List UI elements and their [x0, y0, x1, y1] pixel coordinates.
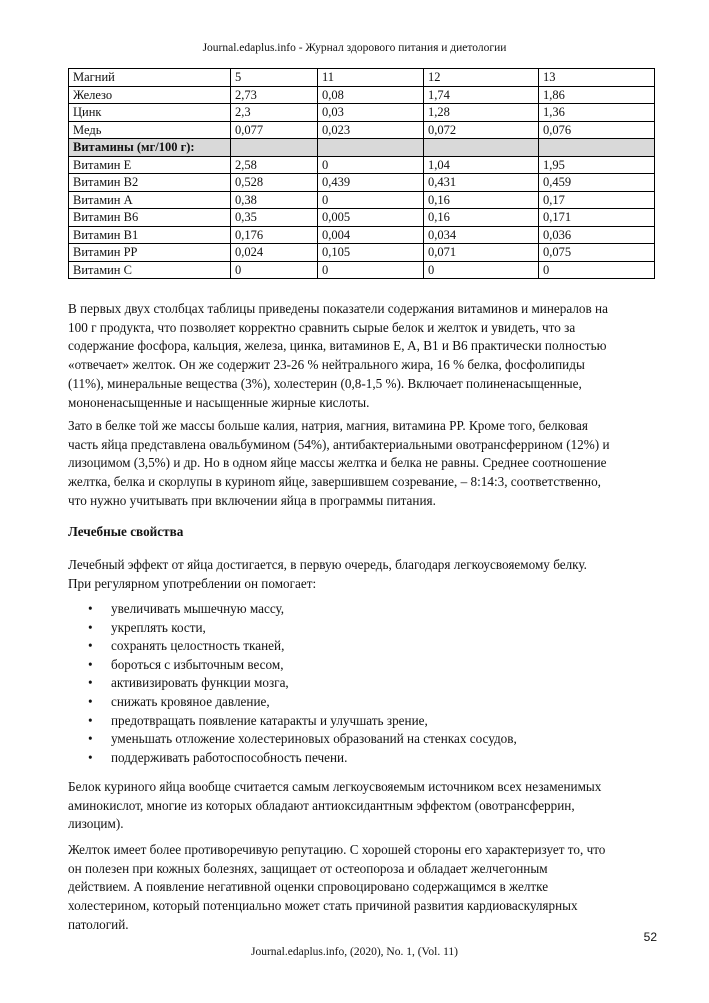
text-line: часть яйца представлена овальбумином (54%), антибактериальными овотрансферрином (12%) и [68, 436, 610, 452]
table-row-label: Витамин B1 [69, 226, 231, 244]
table-cell: 0,528 [231, 174, 318, 192]
table-row-label: Витамин E [69, 156, 231, 174]
bullet-icon: • [88, 675, 93, 691]
table-row-label: Витамин B6 [69, 209, 231, 227]
paragraph-healing-intro [68, 556, 658, 593]
bullet-icon: • [88, 619, 93, 635]
list-item-text: поддерживать работоспособность печени. [111, 749, 348, 765]
table-row-label: Магний [69, 69, 231, 87]
table-cell [539, 139, 655, 157]
table-cell: 2,58 [231, 156, 318, 174]
table-cell: 0,176 [231, 226, 318, 244]
table-row [69, 191, 655, 209]
table-row [69, 156, 655, 174]
table-row-label: Витамин A [69, 191, 231, 209]
text-line: При регулярном употреблении он помогает: [68, 575, 317, 591]
bullet-icon: • [88, 712, 93, 728]
table-cell: 0,105 [318, 244, 424, 262]
text-line: Белок куриного яйца вообще считается самым легкоусвояемым источником всех незаменимых [68, 779, 602, 794]
table-cell: 0 [539, 261, 655, 279]
table-cell: 0,439 [318, 174, 424, 192]
text-line: (11%), минеральные вещества (3%), холестерин (0,8-1,5 %). Включает полиненасыщенные, [68, 375, 582, 391]
list-item [68, 600, 517, 619]
text-line: мононенасыщенные и насыщенные жирные кислоты. [68, 394, 370, 410]
list-item [68, 619, 517, 638]
table-row [69, 121, 655, 139]
list-item [68, 693, 517, 712]
table-cell [231, 139, 318, 157]
table-cell: 5 [231, 69, 318, 87]
table-section-row [69, 139, 655, 157]
list-item-text: уменьшать отложение холестериновых образований на стенках сосудов, [111, 731, 517, 747]
table-row [69, 209, 655, 227]
table-row [69, 86, 655, 104]
list-item-text: увеличивать мышечную массу, [111, 601, 285, 616]
list-item [68, 730, 517, 749]
table-cell: 0 [318, 156, 424, 174]
table-cell: 11 [318, 69, 424, 87]
table-cell: 0,023 [318, 121, 424, 139]
nutrient-table [68, 68, 655, 279]
table-row [69, 244, 655, 262]
text-line: Зато в белке той же массы больше калия, натрия, магния, витамина PP. Кроме того, белковая [68, 418, 588, 433]
bullet-icon: • [88, 731, 93, 747]
table-row-label: Витамин C [69, 261, 231, 279]
text-line: лизоцимом (3,5%) и др. Но в одном яйце массы желтка и белка не равны. Среднее соотношение [68, 455, 607, 471]
list-item-text: предотвращать появление катаракты и улучшать зрение, [111, 712, 428, 728]
table-row-label: Медь [69, 121, 231, 139]
list-item [68, 712, 517, 731]
table-cell: 0,431 [424, 174, 539, 192]
table-cell: 1,04 [424, 156, 539, 174]
text-line: желтка, белка и скорлупы в куриноm яйце, завершившем созревание, – 8:14:3, соответственно, [68, 474, 601, 490]
text-line: что нужно учитывать при включении яйца в программы питания. [68, 492, 436, 508]
table-cell: 0,034 [424, 226, 539, 244]
text-line: Желток имеет более противоречивую репутацию. С хорошей стороны его характеризует то, что [68, 842, 606, 857]
table-cell: 0,075 [539, 244, 655, 262]
text-line: холестерином, который потенциально может стать причиной развития кардиоваскулярных [68, 898, 578, 914]
table-row [69, 261, 655, 279]
table-cell: 1,28 [424, 104, 539, 122]
table-cell: 0,16 [424, 191, 539, 209]
text-line: он полезен при кожных болезнях, защищает от остеопороза и обладает желчегонным [68, 860, 548, 876]
table-cell: 1,95 [539, 156, 655, 174]
list-item-text: укреплять кости, [111, 619, 206, 635]
table-row-label: Железо [69, 86, 231, 104]
table-cell: 2,3 [231, 104, 318, 122]
list-item-text: бороться с избыточным весом, [111, 656, 284, 672]
bullet-icon: • [88, 638, 93, 654]
text-line: аминокислот, многие из которых обладают антиоксидантным эффектом (овотрансферрин, [68, 797, 575, 813]
text-line: содержание фосфора, кальция, железа, цинка, витаминов E, A, B1 и B6 практически полностью [68, 338, 607, 354]
section-heading: Лечебные свойства [68, 524, 184, 539]
table-cell: 0,171 [539, 209, 655, 227]
table-cell: 0,38 [231, 191, 318, 209]
text-line: патологий. [68, 916, 129, 932]
table-cell: 0,076 [539, 121, 655, 139]
running-footer: Journal.edaplus.info, (2020), No. 1, (Vol. 11) [251, 946, 458, 958]
table-cell: 0,072 [424, 121, 539, 139]
bullet-icon: • [88, 749, 93, 765]
bullet-icon: • [88, 656, 93, 672]
table-cell [424, 139, 539, 157]
table-row-label: Витамин PP [69, 244, 231, 262]
table-cell [318, 139, 424, 157]
table-cell: 0,024 [231, 244, 318, 262]
table-cell: 0,071 [424, 244, 539, 262]
table-cell: 0,459 [539, 174, 655, 192]
paragraph-yolk-composition [68, 300, 658, 412]
table-cell: 1,36 [539, 104, 655, 122]
list-item-text: активизировать функции мозга, [111, 675, 289, 691]
table-row-label: Витамины (мг/100 г): [69, 139, 231, 157]
table-cell: 1,74 [424, 86, 539, 104]
table-cell: 0,16 [424, 209, 539, 227]
paragraph-egg-white [68, 778, 658, 834]
table-row [69, 104, 655, 122]
table-cell: 0,08 [318, 86, 424, 104]
table-row [69, 174, 655, 192]
text-line: лизоцим). [68, 816, 124, 832]
text-line: 100 г продукта, что позволяет корректно сравнить сырые белок и желток и увидеть, что за [68, 319, 576, 335]
table-cell: 0 [318, 261, 424, 279]
running-header: Journal.edaplus.info - Журнал здорового питания и диетологии [202, 42, 507, 54]
list-item [68, 674, 517, 693]
text-line: «отвечает» желток. Он же содержит 23-26 % нейтрального жира, 16 % белка, фосфолипиды [68, 357, 585, 373]
list-item [68, 656, 517, 675]
table-cell: 0 [318, 191, 424, 209]
text-line: Лечебный эффект от яйца достигается, в первую очередь, благодаря легкоусвояемому белку. [68, 557, 587, 572]
paragraph-yolk-reputation [68, 841, 658, 935]
table-cell: 2,73 [231, 86, 318, 104]
table-cell: 0,077 [231, 121, 318, 139]
table-row [69, 69, 655, 87]
list-item-text: сохранять целостность тканей, [111, 638, 285, 654]
list-item-text: снижать кровяное давление, [111, 693, 270, 709]
text-line: В первых двух столбцах таблицы приведены показатели содержания витаминов и минералов на [68, 301, 608, 316]
table-cell: 0 [424, 261, 539, 279]
paragraph-white-composition [68, 417, 658, 511]
table-row-label: Цинк [69, 104, 231, 122]
table-row-label: Витамин B2 [69, 174, 231, 192]
table-cell: 0,35 [231, 209, 318, 227]
table-cell: 12 [424, 69, 539, 87]
table-cell: 0,004 [318, 226, 424, 244]
table-cell: 0,005 [318, 209, 424, 227]
table-cell: 1,86 [539, 86, 655, 104]
bullet-icon: • [88, 693, 93, 709]
bullet-icon: • [88, 601, 93, 616]
table-cell: 0 [231, 261, 318, 279]
table-cell: 0,17 [539, 191, 655, 209]
text-line: действием. А появление негативной оценки спровоцировано содержащимся в желтке [68, 879, 549, 895]
table-cell: 0,03 [318, 104, 424, 122]
page-number: 52 [643, 930, 657, 944]
table-cell: 0,036 [539, 226, 655, 244]
list-item [68, 637, 517, 656]
table-row [69, 226, 655, 244]
list-item [68, 749, 517, 768]
table-cell: 13 [539, 69, 655, 87]
benefits-list [68, 600, 517, 767]
